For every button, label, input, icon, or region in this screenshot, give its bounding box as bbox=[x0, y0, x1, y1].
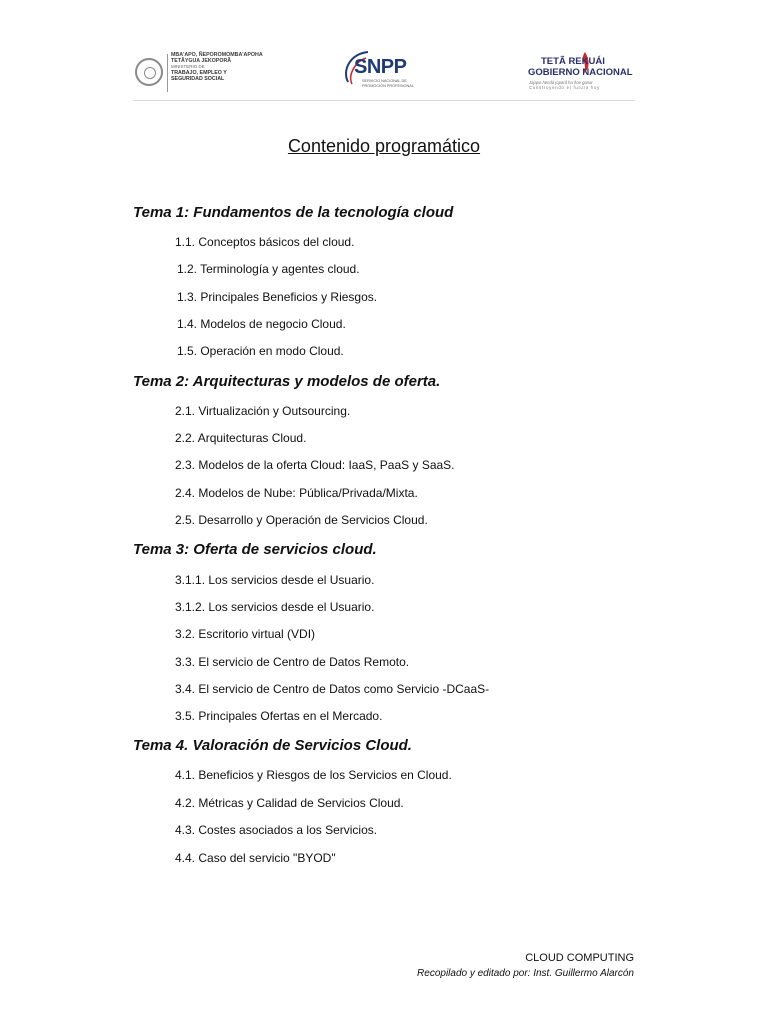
gobierno-slogan-2: Construyendo el futuro hoy bbox=[529, 85, 601, 90]
topic-item: 3.1.2. Los servicios desde el Usuario. bbox=[175, 600, 375, 614]
topic-item: 2.2. Arquitecturas Cloud. bbox=[175, 431, 307, 445]
footer-credit: Recopilado y editado por: Inst. Guillermo Alarcón bbox=[417, 968, 634, 979]
topic-item: 4.1. Beneficios y Riesgos de los Servicios en Cloud. bbox=[175, 768, 452, 782]
topic-item: 2.1. Virtualización y Outsourcing. bbox=[175, 404, 351, 418]
gobierno-line-1: TETÃ REKUÁI bbox=[541, 56, 605, 67]
ministry-line: MBA'APO, ÑEPOROMOMBA'APOHA bbox=[171, 52, 263, 58]
ministry-line: TETÃYGUA JEKOPORÃ bbox=[171, 58, 232, 64]
topic-item: 3.5. Principales Ofertas en el Mercado. bbox=[175, 709, 383, 723]
tema-heading: Tema 3: Oferta de servicios cloud. bbox=[133, 541, 377, 558]
snpp-subtitle-line: SERVICIO NACIONAL DE bbox=[362, 79, 407, 83]
topic-item: 2.5. Desarrollo y Operación de Servicios Cloud. bbox=[175, 513, 428, 527]
tema-heading: Tema 2: Arquitecturas y modelos de oferta. bbox=[133, 373, 441, 390]
topic-item: 4.2. Métricas y Calidad de Servicios Cloud. bbox=[175, 796, 404, 810]
topic-item: 3.4. El servicio de Centro de Datos como Servicio -DCaaS- bbox=[175, 682, 490, 696]
gobierno-nacional-logo bbox=[525, 50, 633, 94]
topic-item: 2.4. Modelos de Nube: Pública/Privada/Mixta. bbox=[175, 486, 418, 500]
gobierno-line-2: GOBIERNO NACIONAL bbox=[528, 67, 633, 78]
topic-item: 4.4. Caso del servicio "BYOD" bbox=[175, 851, 336, 865]
snpp-logo bbox=[338, 48, 418, 96]
ministry-logo bbox=[135, 50, 265, 94]
tema-heading: Tema 1: Fundamentos de la tecnología cloud bbox=[133, 204, 454, 221]
ministry-sub: MINISTERIO DE bbox=[171, 64, 205, 69]
topic-item: 3.2. Escritorio virtual (VDI) bbox=[175, 627, 316, 641]
logo-divider bbox=[167, 54, 168, 92]
topic-item: 4.3. Costes asociados a los Servicios. bbox=[175, 823, 378, 837]
topic-item: 1.3. Principales Beneficios y Riesgos. bbox=[177, 290, 378, 304]
ministry-text bbox=[171, 52, 263, 82]
page-title: Contenido programático bbox=[287, 136, 481, 156]
topic-item: 1.5. Operación en modo Cloud. bbox=[177, 344, 344, 358]
tema-heading: Tema 4. Valoración de Servicios Cloud. bbox=[133, 737, 412, 754]
snpp-subtitle bbox=[362, 79, 414, 88]
topic-item: 1.4. Modelos de negocio Cloud. bbox=[177, 317, 346, 331]
topic-item: 2.3. Modelos de la oferta Cloud: IaaS, PaaS y SaaS. bbox=[175, 458, 455, 472]
topic-item: 1.1. Conceptos básicos del cloud. bbox=[175, 235, 355, 249]
topic-item: 3.1.1. Los servicios desde el Usuario. bbox=[175, 573, 375, 587]
topic-item: 1.2. Terminología y agentes cloud. bbox=[177, 262, 360, 276]
ministry-name: TRABAJO, EMPLEO Y bbox=[171, 70, 227, 76]
snpp-name: SNPP bbox=[354, 56, 407, 78]
document-header bbox=[133, 44, 635, 101]
snpp-subtitle-line: PROMOCIÓN PROFESIONAL bbox=[362, 83, 414, 88]
topic-item: 3.3. El servicio de Centro de Datos Remoto. bbox=[175, 655, 410, 669]
national-seal-icon bbox=[135, 58, 163, 86]
gobierno-slogan: Jajapo hendá joparã ha ñoe ganar bbox=[529, 80, 593, 85]
ministry-name: SEGURIDAD SOCIAL bbox=[171, 76, 225, 82]
footer-course-title: CLOUD COMPUTING bbox=[525, 952, 634, 964]
